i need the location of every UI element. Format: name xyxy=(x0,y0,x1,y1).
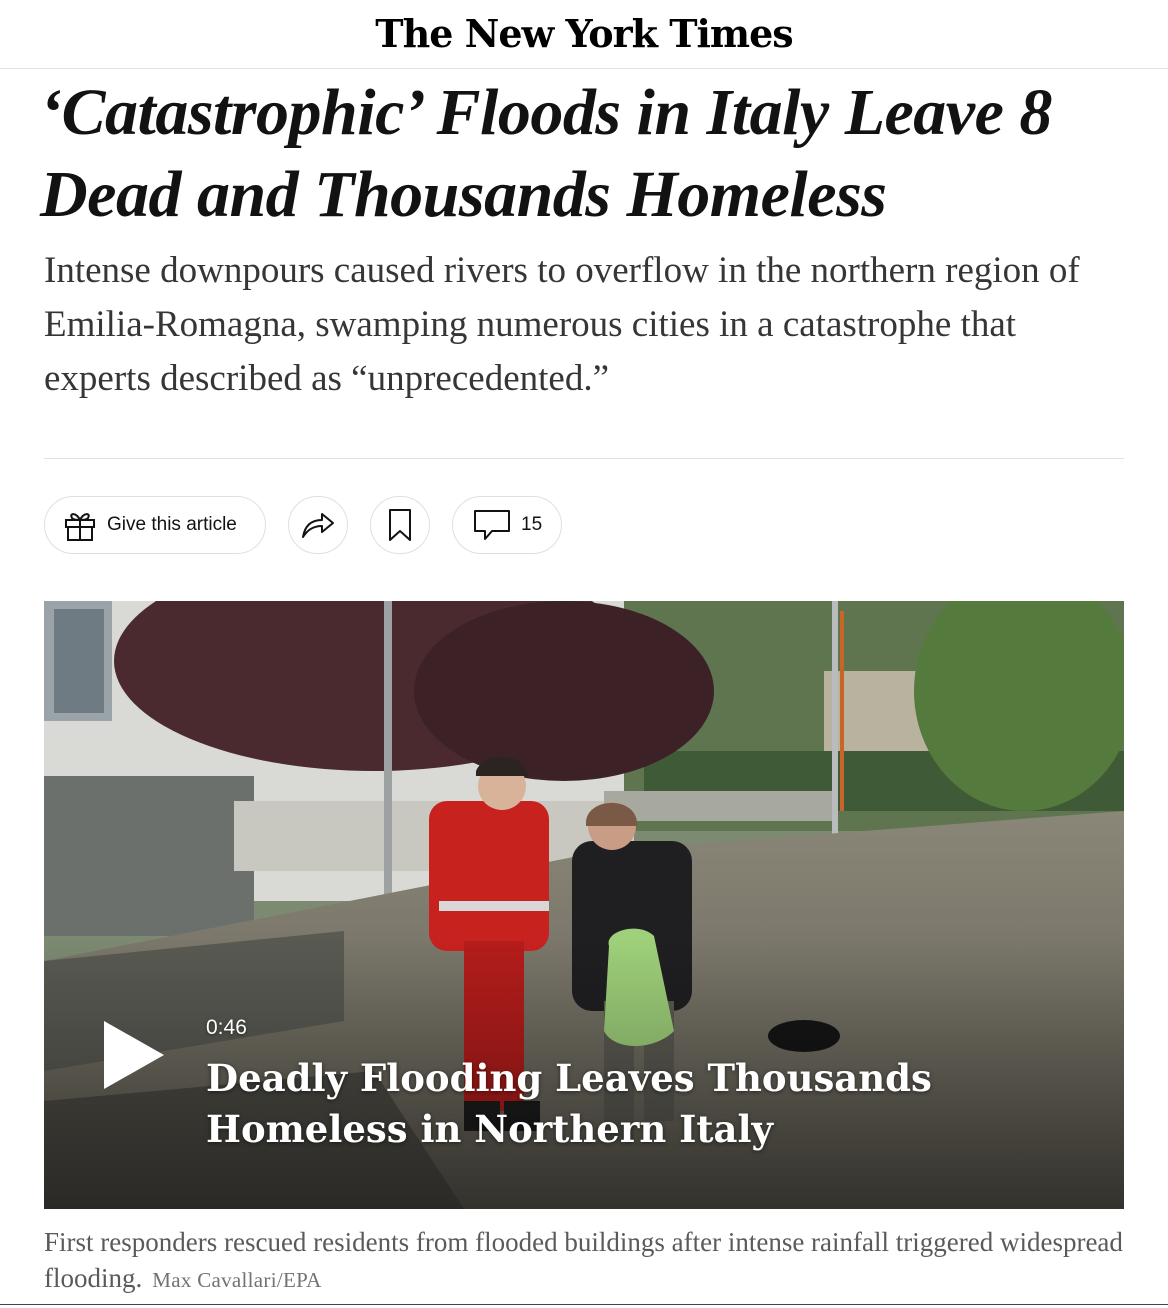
caption-text: First responders rescued residents from flooded buildings after intense rainfall triggered widespread flooding. xyxy=(44,1227,1123,1293)
video-player[interactable] xyxy=(44,601,1124,1209)
comment-bubble-icon xyxy=(473,509,511,541)
share-arrow-icon xyxy=(300,510,336,540)
comments-button[interactable] xyxy=(452,496,562,554)
bookmark-icon xyxy=(387,508,413,542)
image-caption xyxy=(44,1224,1124,1298)
video-duration: 0:46 xyxy=(206,1016,247,1039)
article-summary: Intense downpours caused rivers to overflow in the northern region of Emilia-Romagna, swamping numerous cities in a catastrophe that experts described as “unprecedented.” xyxy=(44,250,1080,399)
divider xyxy=(44,458,1124,459)
video-title[interactable]: Deadly Flooding Leaves Thousands Homeless in Northern Italy xyxy=(206,1056,932,1151)
nyt-logo[interactable]: The New York Times xyxy=(375,11,793,56)
article-headline: ‘Catastrophic’ Floods in Italy Leave 8 Dead and Thousands Homeless xyxy=(40,76,1052,231)
give-article-label: Give this article xyxy=(107,514,237,535)
masthead xyxy=(0,0,1168,69)
bottom-divider xyxy=(0,1304,1168,1305)
save-button[interactable] xyxy=(370,496,430,554)
give-article-button[interactable] xyxy=(44,496,266,554)
share-button[interactable] xyxy=(288,496,348,554)
play-icon[interactable] xyxy=(102,1019,166,1091)
comments-count: 15 xyxy=(521,514,543,535)
share-tools xyxy=(44,495,562,555)
photo-credit: Max Cavallari/EPA xyxy=(152,1268,322,1292)
gift-icon xyxy=(63,508,97,542)
